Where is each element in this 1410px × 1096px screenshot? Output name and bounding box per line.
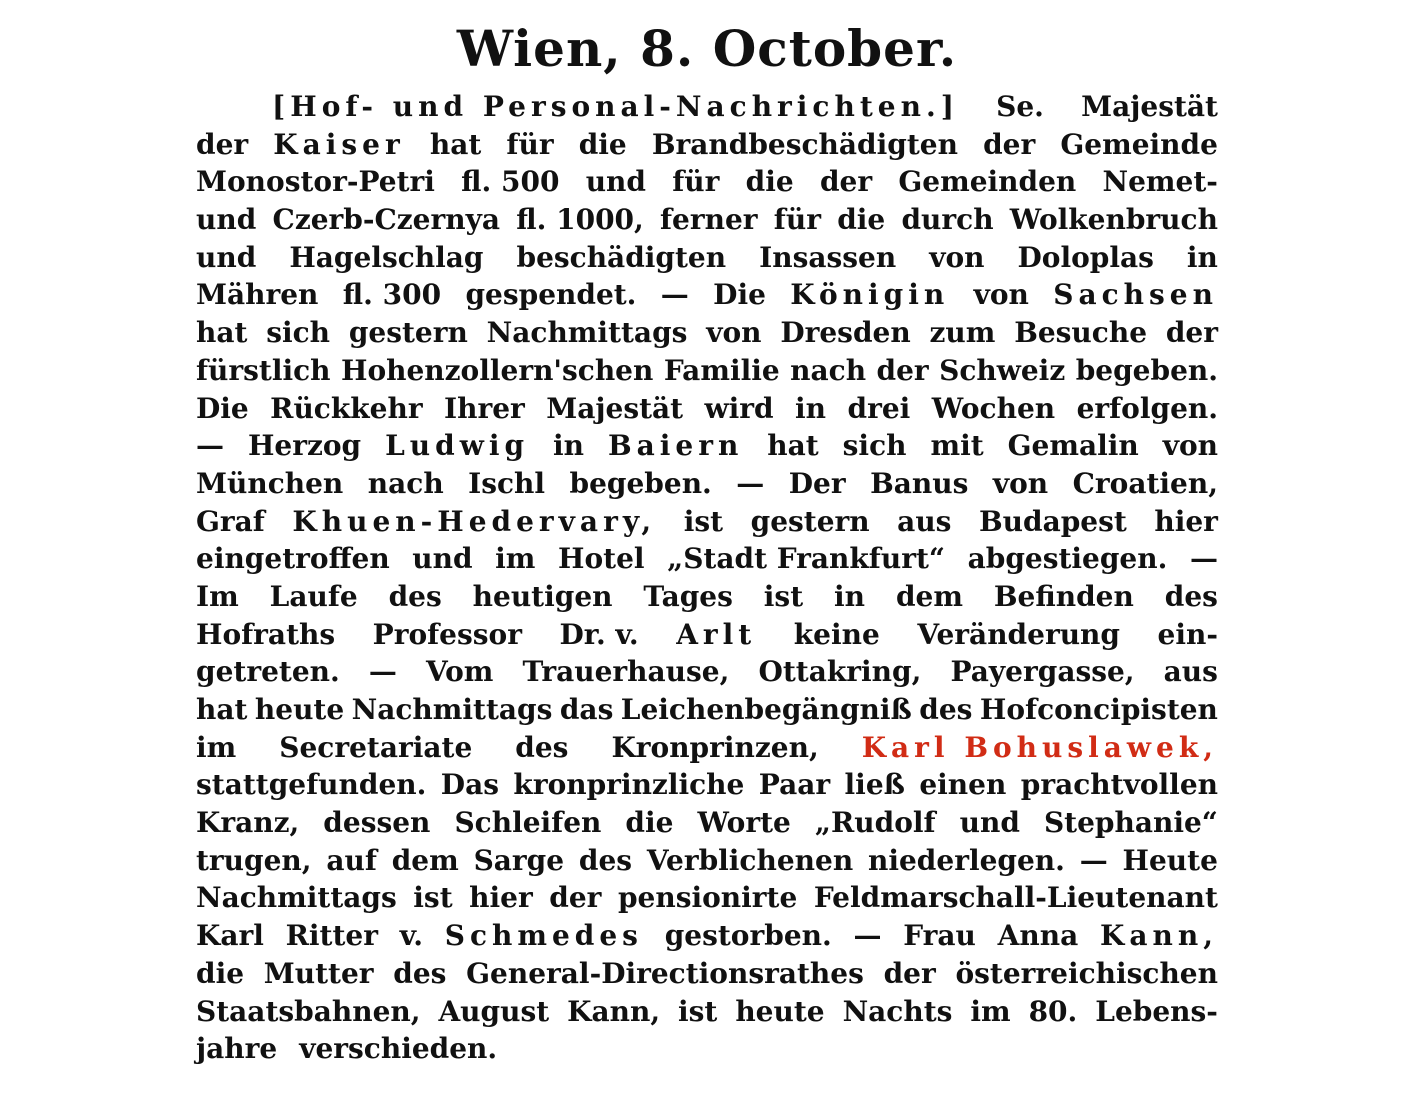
word: Im <box>196 579 239 613</box>
word: im <box>495 542 536 576</box>
word: des <box>1164 579 1218 613</box>
word: für <box>506 127 554 161</box>
article-line <box>196 804 1218 842</box>
word: die <box>196 956 245 990</box>
word: Doloplas <box>1017 240 1154 274</box>
article-body <box>196 88 1218 1068</box>
word: fl. 1000, <box>516 203 644 237</box>
article-line <box>196 691 1218 729</box>
word: wird <box>704 391 774 425</box>
word: ferner <box>660 203 758 237</box>
word: hier <box>469 881 533 915</box>
word: begeben. <box>569 466 712 500</box>
word: 80. <box>1028 994 1078 1028</box>
word: Budapest <box>978 504 1127 538</box>
word: Croatien, <box>1072 466 1218 500</box>
word: Arlt <box>676 617 757 651</box>
word: zum <box>929 316 996 350</box>
word: Familie <box>663 353 780 387</box>
word: hat <box>767 429 819 463</box>
word: in <box>1186 240 1218 274</box>
word: Staatsbahnen, <box>196 994 421 1028</box>
word: Kann, <box>1100 919 1218 953</box>
article-line <box>196 879 1218 917</box>
word: von <box>929 240 985 274</box>
word: eingetroffen <box>196 542 390 576</box>
word: Payergasse, <box>950 655 1135 689</box>
word: Königin <box>790 278 950 312</box>
article-line <box>196 766 1218 804</box>
word: Lebens- <box>1095 994 1218 1028</box>
word: — <box>660 278 689 312</box>
word: Kann, <box>567 994 661 1028</box>
word: Ritter <box>285 919 378 953</box>
article-line <box>196 465 1218 503</box>
word: Besuche <box>1014 316 1148 350</box>
word: der <box>549 881 602 915</box>
word: Ischl <box>468 466 546 500</box>
word: Gemalin <box>1007 429 1139 463</box>
word: des <box>919 693 973 726</box>
word: im <box>196 730 237 764</box>
word: Se. <box>996 90 1044 123</box>
article-line <box>196 616 1218 654</box>
word: hat <box>196 316 248 350</box>
word: Nachmittags <box>351 693 553 726</box>
word: Befinden <box>993 579 1134 613</box>
word: für <box>773 203 821 237</box>
word: Czerb-Czernya <box>272 203 501 237</box>
word: gestern <box>348 316 468 350</box>
word: kronprinzliche <box>513 768 745 802</box>
article-line <box>196 390 1218 428</box>
word: Graf <box>196 504 265 538</box>
word: Sarge <box>473 843 565 877</box>
word: Professor <box>372 617 522 651</box>
word: v. <box>399 919 423 953</box>
article-line <box>196 842 1218 880</box>
word: einen <box>919 768 1007 802</box>
word: in <box>795 391 827 425</box>
word: Frau <box>903 919 976 953</box>
word: Das <box>440 768 499 802</box>
word: nach <box>790 353 867 387</box>
word: Heute <box>1122 843 1218 877</box>
article-line <box>196 540 1218 578</box>
word: gespendet. <box>465 278 637 312</box>
word: Der <box>788 466 846 500</box>
word: nach <box>367 466 444 500</box>
word: Die <box>196 391 249 425</box>
word: jahre <box>196 1032 278 1066</box>
word: Kaiser <box>273 127 405 161</box>
word: Kronprinzen, <box>611 730 819 764</box>
word: die <box>578 127 627 161</box>
word: trugen, <box>196 843 312 877</box>
word: ein- <box>1157 617 1218 651</box>
word: fl. 500 <box>461 165 560 199</box>
word: München <box>196 466 344 500</box>
word: fürstlich <box>196 353 331 387</box>
word: Karl <box>196 919 264 953</box>
article-line <box>196 239 1218 277</box>
word: in <box>553 429 584 463</box>
word: von <box>706 316 762 350</box>
word: ließ <box>844 768 905 802</box>
word: sich <box>842 429 907 463</box>
word: das <box>559 693 614 726</box>
article-line <box>196 503 1218 541</box>
word: niederlegen. <box>868 843 1065 877</box>
word: Stephanie“ <box>1043 806 1218 840</box>
word: hier <box>1154 504 1218 538</box>
article-line <box>196 276 1218 314</box>
word: des <box>578 843 633 877</box>
word: Majestät <box>1081 90 1218 123</box>
word: Monostor-Petri <box>196 165 435 199</box>
word: Rückkehr <box>270 391 423 425</box>
word: Mähren <box>196 278 319 312</box>
word: Hotel <box>558 542 645 576</box>
word: Majestät <box>546 391 684 425</box>
word: durch <box>901 203 994 237</box>
word: von <box>1162 429 1218 463</box>
word: Schmedes <box>444 919 643 953</box>
word: Paar <box>758 768 831 802</box>
article-line <box>196 427 1218 465</box>
word: — <box>736 466 765 500</box>
word: Mutter <box>263 956 374 990</box>
word: die <box>625 806 674 840</box>
newspaper-clipping <box>196 18 1218 1078</box>
word: Khuen-Hedervary, <box>292 504 657 538</box>
article-line <box>196 1030 1218 1068</box>
word: von <box>992 466 1049 500</box>
word: Hagelschlag <box>289 240 484 274</box>
word: die <box>837 203 886 237</box>
word: — <box>1079 843 1108 877</box>
word: von <box>973 278 1029 312</box>
word: Gemeinden <box>898 165 1077 199</box>
word: keine <box>793 617 880 651</box>
article-line <box>196 352 1218 390</box>
word: Nachmittags <box>196 881 397 915</box>
word: Veränderung <box>917 617 1120 651</box>
word: Wochen <box>931 391 1056 425</box>
word: Ihrer <box>444 391 525 425</box>
article-line <box>196 917 1218 955</box>
word: Tages <box>643 579 733 613</box>
word: drei <box>847 391 911 425</box>
word: Ludwig <box>385 429 530 463</box>
word: und <box>585 165 646 199</box>
word: erfolgen. <box>1076 391 1218 425</box>
word: Nachmittags <box>486 316 688 350</box>
word: — <box>368 655 397 689</box>
word: — <box>853 919 882 953</box>
word: Baiern <box>607 429 744 463</box>
word: und <box>412 542 473 576</box>
word: ist <box>683 504 724 538</box>
word: beschädigten <box>516 240 727 274</box>
word: verschieden. <box>299 1032 498 1066</box>
word: „Rudolf <box>814 806 936 840</box>
article-line <box>196 201 1218 239</box>
word: Wolkenbruch <box>1009 203 1218 237</box>
word: des <box>393 956 447 990</box>
word: auf <box>326 843 377 877</box>
word: [Hof- und Personal-Nachrichten.] <box>272 90 959 123</box>
word: Banus <box>870 466 969 500</box>
word: mit <box>930 429 984 463</box>
word: gestorben. <box>664 919 832 953</box>
word: Kranz, <box>196 806 300 840</box>
article-line <box>196 126 1218 164</box>
word: aus <box>1163 655 1218 689</box>
word: der <box>876 353 929 387</box>
word: gestern <box>750 504 870 538</box>
word: der <box>1165 316 1218 350</box>
word: Dr. v. <box>559 617 639 651</box>
article-line <box>196 578 1218 616</box>
word: der <box>883 956 936 990</box>
word: dessen <box>323 806 431 840</box>
word: ist <box>413 881 453 915</box>
word: Die <box>713 278 766 312</box>
word: Hofconcipisten <box>979 693 1218 726</box>
word: heutigen <box>472 579 613 613</box>
word: Hofraths <box>196 617 336 651</box>
word: heute <box>254 693 345 726</box>
article-line <box>196 993 1218 1031</box>
word: aus <box>897 504 952 538</box>
word: Vom <box>425 655 494 689</box>
word: Worte <box>697 806 791 840</box>
word: hat <box>429 127 482 161</box>
article-line <box>196 653 1218 691</box>
word: Sachsen <box>1053 278 1218 312</box>
word: des <box>388 579 442 613</box>
word: die <box>745 165 794 199</box>
word: hat <box>196 693 248 726</box>
word: Ottakring, <box>758 655 922 689</box>
word: ist <box>763 579 804 613</box>
article-line <box>196 163 1218 201</box>
word: — <box>1189 542 1218 576</box>
word: begeben. <box>1075 353 1218 387</box>
word: Brandbeschädigten <box>651 127 958 161</box>
article-line <box>196 729 1218 767</box>
highlighted-name: Karl Bohuslawek, <box>861 730 1218 764</box>
word: österreichischen <box>955 956 1218 990</box>
word: Nachts <box>842 994 953 1028</box>
word: im <box>970 994 1011 1028</box>
word: Feldmarschall-Lieutenant <box>813 881 1218 915</box>
word: Trauerhause, <box>522 655 730 689</box>
word: August <box>438 994 550 1028</box>
word: Secretariate <box>279 730 473 764</box>
word: Leichenbegängniß <box>620 693 912 726</box>
word: Hohenzollern'schen <box>341 353 654 387</box>
word: Nemet- <box>1102 165 1218 199</box>
word: für <box>672 165 720 199</box>
word: Dresden <box>780 316 911 350</box>
word: der <box>196 127 249 161</box>
word: dem <box>391 843 459 877</box>
word: abgestiegen. <box>967 542 1168 576</box>
word: heute <box>735 994 825 1028</box>
word: Anna <box>997 919 1079 953</box>
word: „Stadt Frankfurt“ <box>667 542 946 576</box>
article-line <box>196 314 1218 352</box>
word: prachtvollen <box>1020 768 1218 802</box>
word: — <box>196 429 224 463</box>
article-line <box>196 88 1218 126</box>
word: General-Directionsrathes <box>466 956 864 990</box>
word: stattgefunden. <box>196 768 427 802</box>
word: Laufe <box>269 579 358 613</box>
word: Insassen <box>759 240 897 274</box>
word: Verblichenen <box>646 843 854 877</box>
word: und <box>959 806 1020 840</box>
word: und <box>196 203 257 237</box>
word: des <box>515 730 569 764</box>
word: Schleifen <box>454 806 602 840</box>
word: der <box>983 127 1036 161</box>
word: und <box>196 240 257 274</box>
word: dem <box>895 579 963 613</box>
headline: Wien, 8. October. <box>456 19 958 78</box>
word: ist <box>678 994 718 1028</box>
word: Herzog <box>247 429 362 463</box>
word: getreten. <box>196 655 340 689</box>
article-line <box>196 955 1218 993</box>
word: sich <box>266 316 331 350</box>
word: in <box>834 579 866 613</box>
word: fl. 300 <box>342 278 442 312</box>
word: Schweiz <box>939 353 1066 387</box>
word: pensionirte <box>617 881 798 915</box>
word: Gemeinde <box>1060 127 1218 161</box>
word: der <box>819 165 873 199</box>
